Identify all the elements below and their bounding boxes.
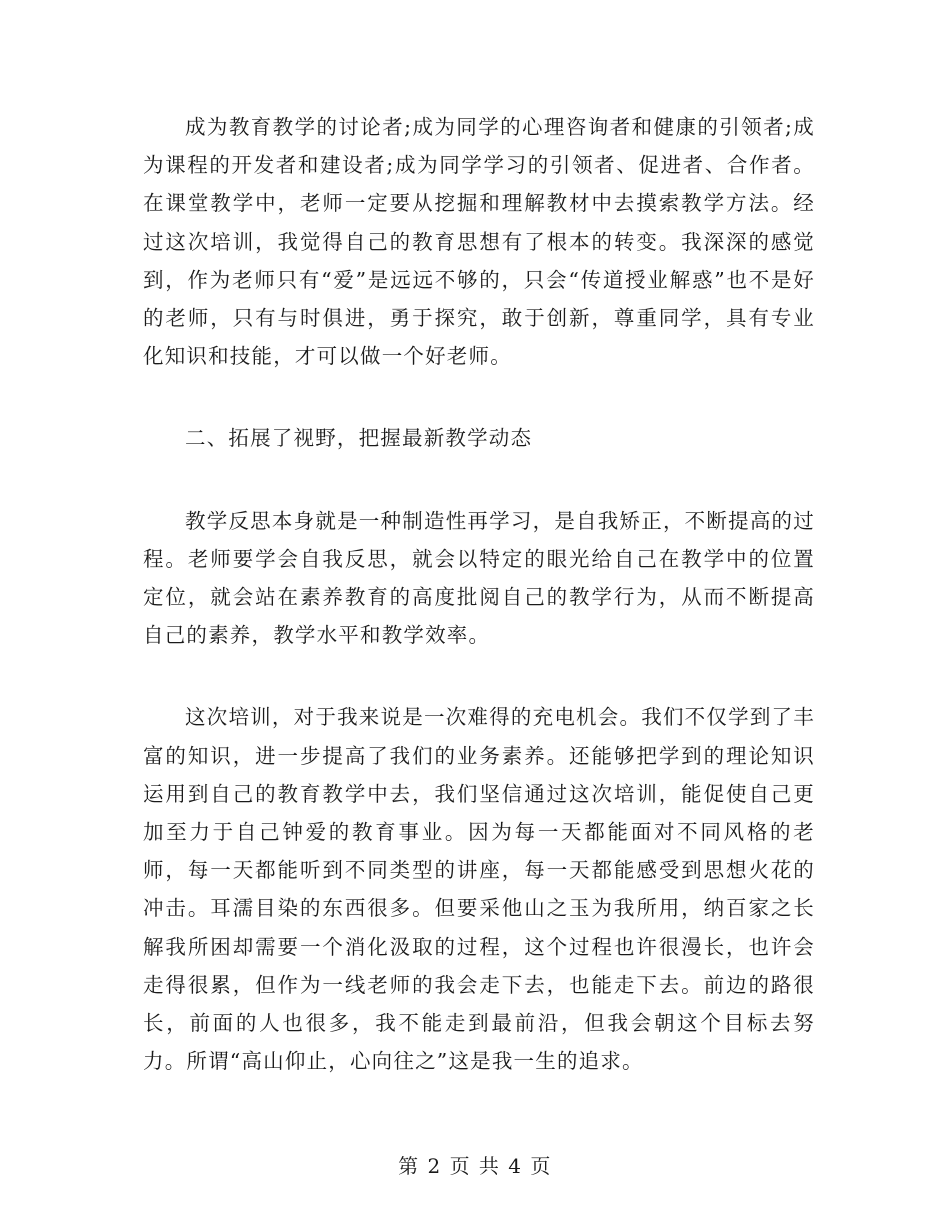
section-heading: 二、拓展了视野，把握最新教学动态 (185, 426, 533, 451)
body-paragraph: 成为教育教学的讨论者;成为同学的心理咨询者和健康的引领者;成为课程的开发者和建设者;成为同学学习的引领者、促进者、合作者。在课堂教学中，老师一定要从挖掘和理解教材中去摸索教学方法。经过这次培训，我觉得自己的教育思想有了根本的转变。我深深的感觉到，作为老师只有“爱”是远远不够的，只会“传道授业解惑”也不是好的老师，只有与时俱进，勇于探究，敢于创新，尊重同学，具有专业化知识和技能，才可以做一个好老师。 (143, 115, 815, 369)
body-paragraph: 这次培训，对于我来说是一次难得的充电机会。我们不仅学到了丰富的知识，进一步提高了我们的业务素养。还能够把学到的理论知识运用到自己的教育教学中去，我们坚信通过这次培训，能促使自己更加至力于自己钟爱的教育事业。因为每一天都能面对不同风格的老师，每一天都能听到不同类型的讲座，每一天都能感受到思想火花的冲击。耳濡目染的东西很多。但要采他山之玉为我所用，纳百家之长解我所困却需要一个消化汲取的过程，这个过程也许很漫长，也许会走得很累，但作为一线老师的我会走下去，也能走下去。前边的路很长，前面的人也很多，我不能走到最前沿，但我会朝这个目标去努力。所谓“高山仰止，心向往之”这是我一生的追求。 (143, 705, 815, 1074)
page-number-footer: 第 2 页 共 4 页 (398, 1154, 552, 1178)
body-paragraph: 教学反思本身就是一种制造性再学习，是自我矫正，不断提高的过程。老师要学会自我反思，就会以特定的眼光给自己在教学中的位置定位，就会站在素养教育的高度批阅自己的教学行为，从而不断提高自己的素养，教学水平和教学效率。 (143, 508, 815, 648)
document-body (143, 108, 815, 1080)
